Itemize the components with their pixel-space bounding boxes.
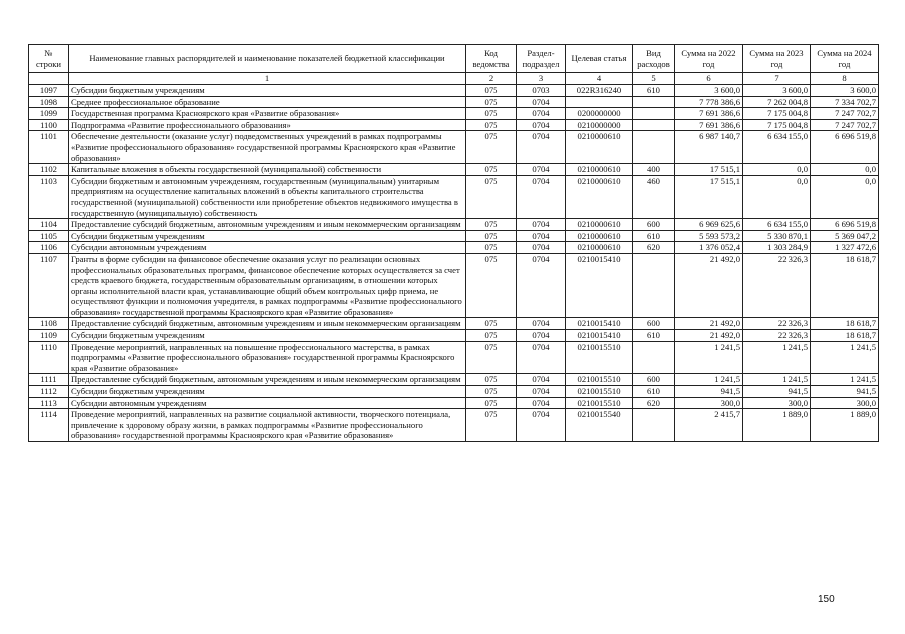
- dept-code: 075: [466, 175, 517, 218]
- row-name: Субсидии бюджетным учреждениям: [69, 85, 466, 97]
- sum-2024: 1 889,0: [811, 409, 879, 442]
- table-row: [29, 397, 879, 409]
- sum-2023: 3 600,0: [743, 85, 811, 97]
- sum-2024: 0,0: [811, 175, 879, 218]
- row-name: Проведение мероприятий, направленных на развитие социальной активности, творческого потенциала, привлечение к здоровому образу жизни, в рамках подпрограммы «Развитие профессионального образования» государственной программы Красноярского края «Развитие образования»: [69, 409, 466, 442]
- table-row: [29, 108, 879, 120]
- row-number: 1113: [29, 397, 69, 409]
- target-code: 0210000000: [566, 119, 633, 131]
- expense-type: 620: [633, 242, 675, 254]
- row-name: Гранты в форме субсидии на финансовое обеспечение оказания услуг по реализации основных профессиональных образовательных программ, финансовое обеспечение которых осуществляется за счет средств краевого бюджета, государственным образовательным организациям, в отношении которых органы исполнительной власти края, устанавливающие общий объем контрольных цифр приема, не осуществляют функции и полномочия учредителя, в рамках подпрограммы «Развитие профессионального образования» государственной программы Красноярского края «Развитие образования»: [69, 253, 466, 318]
- section-code: 0704: [517, 330, 566, 342]
- target-code: 0210015510: [566, 386, 633, 398]
- expense-type: [633, 341, 675, 374]
- table-row: [29, 409, 879, 442]
- sum-2024: 18 618,7: [811, 253, 879, 318]
- dept-code: 075: [466, 386, 517, 398]
- table-row: [29, 330, 879, 342]
- sum-2022: 7 691 386,6: [675, 108, 743, 120]
- column-number: 1: [69, 73, 466, 85]
- dept-code: 075: [466, 119, 517, 131]
- sum-2022: 21 492,0: [675, 253, 743, 318]
- sum-2023: 22 326,3: [743, 330, 811, 342]
- table-body: [29, 85, 879, 442]
- row-name: Субсидии бюджетным учреждениям: [69, 230, 466, 242]
- sum-2023: 6 634 155,0: [743, 131, 811, 164]
- row-name: Субсидии бюджетным и автономным учреждениям, государственным (муниципальным) унитарным предприятиям на осуществление капитальных вложений в объекты капитального строительства государственной (муниципальной) собственности или приобретение объектов недвижимого имущества в государственную (муниципальную) собственность: [69, 175, 466, 218]
- dept-code: 075: [466, 108, 517, 120]
- sum-2024: 18 618,7: [811, 318, 879, 330]
- expense-type: 600: [633, 219, 675, 231]
- sum-2024: 7 247 702,7: [811, 108, 879, 120]
- row-number: 1101: [29, 131, 69, 164]
- target-code: 0210000610: [566, 175, 633, 218]
- sum-2022: 21 492,0: [675, 330, 743, 342]
- sum-2022: 21 492,0: [675, 318, 743, 330]
- section-code: 0704: [517, 108, 566, 120]
- column-number: 8: [811, 73, 879, 85]
- expense-type: [633, 96, 675, 108]
- target-code: 0210015540: [566, 409, 633, 442]
- sum-2023: 1 241,5: [743, 374, 811, 386]
- header-section: Раздел-подраздел: [517, 45, 566, 73]
- dept-code: 075: [466, 85, 517, 97]
- row-number: 1103: [29, 175, 69, 218]
- expense-type: 600: [633, 374, 675, 386]
- dept-code: 075: [466, 330, 517, 342]
- table-row: [29, 386, 879, 398]
- row-number: 1107: [29, 253, 69, 318]
- header-dept-code: Код ведомства: [466, 45, 517, 73]
- column-number: 2: [466, 73, 517, 85]
- dept-code: 075: [466, 164, 517, 176]
- sum-2024: 6 696 519,8: [811, 219, 879, 231]
- sum-2024: 18 618,7: [811, 330, 879, 342]
- column-number: 4: [566, 73, 633, 85]
- expense-type: 620: [633, 397, 675, 409]
- section-code: 0704: [517, 119, 566, 131]
- sum-2022: 300,0: [675, 397, 743, 409]
- sum-2024: 7 334 702,7: [811, 96, 879, 108]
- header-row-no: № строки: [29, 45, 69, 73]
- row-name: Капитальные вложения в объекты государственной (муниципальной) собственности: [69, 164, 466, 176]
- header-row: [29, 45, 879, 73]
- sum-2024: 7 247 702,7: [811, 119, 879, 131]
- header-sum-2024: Сумма на 2024 год: [811, 45, 879, 73]
- row-name: Предоставление субсидий бюджетным, автономным учреждениям и иным некоммерческим организациям: [69, 219, 466, 231]
- section-code: 0704: [517, 230, 566, 242]
- target-code: 0210015410: [566, 253, 633, 318]
- target-code: 0210000610: [566, 230, 633, 242]
- sum-2022: 3 600,0: [675, 85, 743, 97]
- target-code: 0210000610: [566, 219, 633, 231]
- table-row: [29, 164, 879, 176]
- section-code: 0704: [517, 242, 566, 254]
- sum-2024: 5 369 047,2: [811, 230, 879, 242]
- row-number: 1110: [29, 341, 69, 374]
- dept-code: 075: [466, 341, 517, 374]
- dept-code: 075: [466, 318, 517, 330]
- target-code: 0210015510: [566, 341, 633, 374]
- column-number: [29, 73, 69, 85]
- sum-2023: 1 241,5: [743, 341, 811, 374]
- expense-type: [633, 131, 675, 164]
- row-number: 1111: [29, 374, 69, 386]
- table-row: [29, 341, 879, 374]
- sum-2022: 7 778 386,6: [675, 96, 743, 108]
- page-number: 150: [818, 594, 835, 605]
- sum-2022: 7 691 386,6: [675, 119, 743, 131]
- sum-2023: 1 889,0: [743, 409, 811, 442]
- section-code: 0704: [517, 318, 566, 330]
- row-number: 1104: [29, 219, 69, 231]
- sum-2023: 0,0: [743, 164, 811, 176]
- row-number: 1114: [29, 409, 69, 442]
- target-code: 0200000000: [566, 108, 633, 120]
- table-row: [29, 242, 879, 254]
- row-name: Государственная программа Красноярского края «Развитие образования»: [69, 108, 466, 120]
- section-code: 0704: [517, 374, 566, 386]
- column-number-row: [29, 73, 879, 85]
- sum-2024: 3 600,0: [811, 85, 879, 97]
- sum-2024: 1 241,5: [811, 341, 879, 374]
- sum-2023: 6 634 155,0: [743, 219, 811, 231]
- column-number: 3: [517, 73, 566, 85]
- sum-2022: 1 376 052,4: [675, 242, 743, 254]
- sum-2023: 22 326,3: [743, 318, 811, 330]
- section-code: 0704: [517, 253, 566, 318]
- target-code: 0210015410: [566, 330, 633, 342]
- expense-type: 610: [633, 330, 675, 342]
- sum-2023: 1 303 284,9: [743, 242, 811, 254]
- sum-2023: 7 175 004,8: [743, 108, 811, 120]
- sum-2022: 6 969 625,6: [675, 219, 743, 231]
- table-row: [29, 230, 879, 242]
- table-row: [29, 96, 879, 108]
- row-name: Подпрограмма «Развитие профессионального образования»: [69, 119, 466, 131]
- column-number: 6: [675, 73, 743, 85]
- dept-code: 075: [466, 96, 517, 108]
- row-name: Субсидии автономным учреждениям: [69, 242, 466, 254]
- sum-2022: 2 415,7: [675, 409, 743, 442]
- expense-type: 610: [633, 230, 675, 242]
- expense-type: [633, 253, 675, 318]
- row-name: Предоставление субсидий бюджетным, автономным учреждениям и иным некоммерческим организациям: [69, 374, 466, 386]
- dept-code: 075: [466, 230, 517, 242]
- sum-2022: 17 515,1: [675, 175, 743, 218]
- row-number: 1112: [29, 386, 69, 398]
- sum-2024: 941,5: [811, 386, 879, 398]
- table-row: [29, 131, 879, 164]
- sum-2024: 6 696 519,8: [811, 131, 879, 164]
- sum-2023: 22 326,3: [743, 253, 811, 318]
- row-number: 1097: [29, 85, 69, 97]
- header-exp-type: Вид расходов: [633, 45, 675, 73]
- section-code: 0704: [517, 96, 566, 108]
- dept-code: 075: [466, 253, 517, 318]
- dept-code: 075: [466, 131, 517, 164]
- sum-2024: 0,0: [811, 164, 879, 176]
- sum-2022: 1 241,5: [675, 341, 743, 374]
- target-code: 0210000610: [566, 131, 633, 164]
- target-code: 0210000610: [566, 164, 633, 176]
- row-name: Субсидии бюджетным учреждениям: [69, 330, 466, 342]
- table-row: [29, 119, 879, 131]
- column-number: 7: [743, 73, 811, 85]
- table-row: [29, 219, 879, 231]
- dept-code: 075: [466, 374, 517, 386]
- row-name: Субсидии бюджетным учреждениям: [69, 386, 466, 398]
- expense-type: [633, 409, 675, 442]
- dept-code: 075: [466, 397, 517, 409]
- sum-2022: 6 987 140,7: [675, 131, 743, 164]
- table-row: [29, 85, 879, 97]
- dept-code: 075: [466, 242, 517, 254]
- sum-2024: 1 327 472,6: [811, 242, 879, 254]
- target-code: 022R316240: [566, 85, 633, 97]
- table-row: [29, 253, 879, 318]
- header-sum-2023: Сумма на 2023 год: [743, 45, 811, 73]
- section-code: 0704: [517, 219, 566, 231]
- row-name: Проведение мероприятий, направленных на повышение профессионального мастерства, в рамках подпрограммы «Развитие профессионального образования» государственной программы Красноярского края «Развитие образования»: [69, 341, 466, 374]
- sum-2023: 7 175 004,8: [743, 119, 811, 131]
- row-number: 1099: [29, 108, 69, 120]
- expense-type: 400: [633, 164, 675, 176]
- target-code: 0210015510: [566, 374, 633, 386]
- row-number: 1100: [29, 119, 69, 131]
- sum-2023: 941,5: [743, 386, 811, 398]
- row-number: 1105: [29, 230, 69, 242]
- target-code: [566, 96, 633, 108]
- section-code: 0704: [517, 386, 566, 398]
- sum-2023: 300,0: [743, 397, 811, 409]
- row-number: 1108: [29, 318, 69, 330]
- section-code: 0704: [517, 341, 566, 374]
- row-name: Предоставление субсидий бюджетным, автономным учреждениям и иным некоммерческим организациям: [69, 318, 466, 330]
- budget-table: [28, 44, 879, 442]
- table-row: [29, 175, 879, 218]
- row-number: 1102: [29, 164, 69, 176]
- section-code: 0704: [517, 397, 566, 409]
- expense-type: [633, 119, 675, 131]
- target-code: 0210015410: [566, 318, 633, 330]
- sum-2022: 941,5: [675, 386, 743, 398]
- header-name: Наименование главных распорядителей и наименование показателей бюджетной классификации: [69, 45, 466, 73]
- target-code: 0210015510: [566, 397, 633, 409]
- expense-type: 610: [633, 386, 675, 398]
- expense-type: 610: [633, 85, 675, 97]
- sum-2023: 7 262 004,8: [743, 96, 811, 108]
- sum-2022: 1 241,5: [675, 374, 743, 386]
- table-row: [29, 318, 879, 330]
- section-code: 0704: [517, 409, 566, 442]
- column-number: 5: [633, 73, 675, 85]
- sum-2024: 300,0: [811, 397, 879, 409]
- section-code: 0704: [517, 164, 566, 176]
- row-name: Среднее профессиональное образование: [69, 96, 466, 108]
- section-code: 0704: [517, 175, 566, 218]
- sum-2023: 5 330 870,1: [743, 230, 811, 242]
- target-code: 0210000610: [566, 242, 633, 254]
- sum-2022: 17 515,1: [675, 164, 743, 176]
- sum-2024: 1 241,5: [811, 374, 879, 386]
- section-code: 0703: [517, 85, 566, 97]
- table-row: [29, 374, 879, 386]
- section-code: 0704: [517, 131, 566, 164]
- row-number: 1109: [29, 330, 69, 342]
- row-name: Субсидии автономным учреждениям: [69, 397, 466, 409]
- sum-2022: 5 593 573,2: [675, 230, 743, 242]
- sum-2023: 0,0: [743, 175, 811, 218]
- dept-code: 075: [466, 219, 517, 231]
- expense-type: 600: [633, 318, 675, 330]
- header-sum-2022: Сумма на 2022 год: [675, 45, 743, 73]
- expense-type: [633, 108, 675, 120]
- row-number: 1106: [29, 242, 69, 254]
- row-name: Обеспечение деятельности (оказание услуг) подведомственных учреждений в рамках подпрограммы «Развитие профессионального образования» государственной программы Красноярского края «Развитие образования»: [69, 131, 466, 164]
- expense-type: 460: [633, 175, 675, 218]
- header-target: Целевая статья: [566, 45, 633, 73]
- row-number: 1098: [29, 96, 69, 108]
- dept-code: 075: [466, 409, 517, 442]
